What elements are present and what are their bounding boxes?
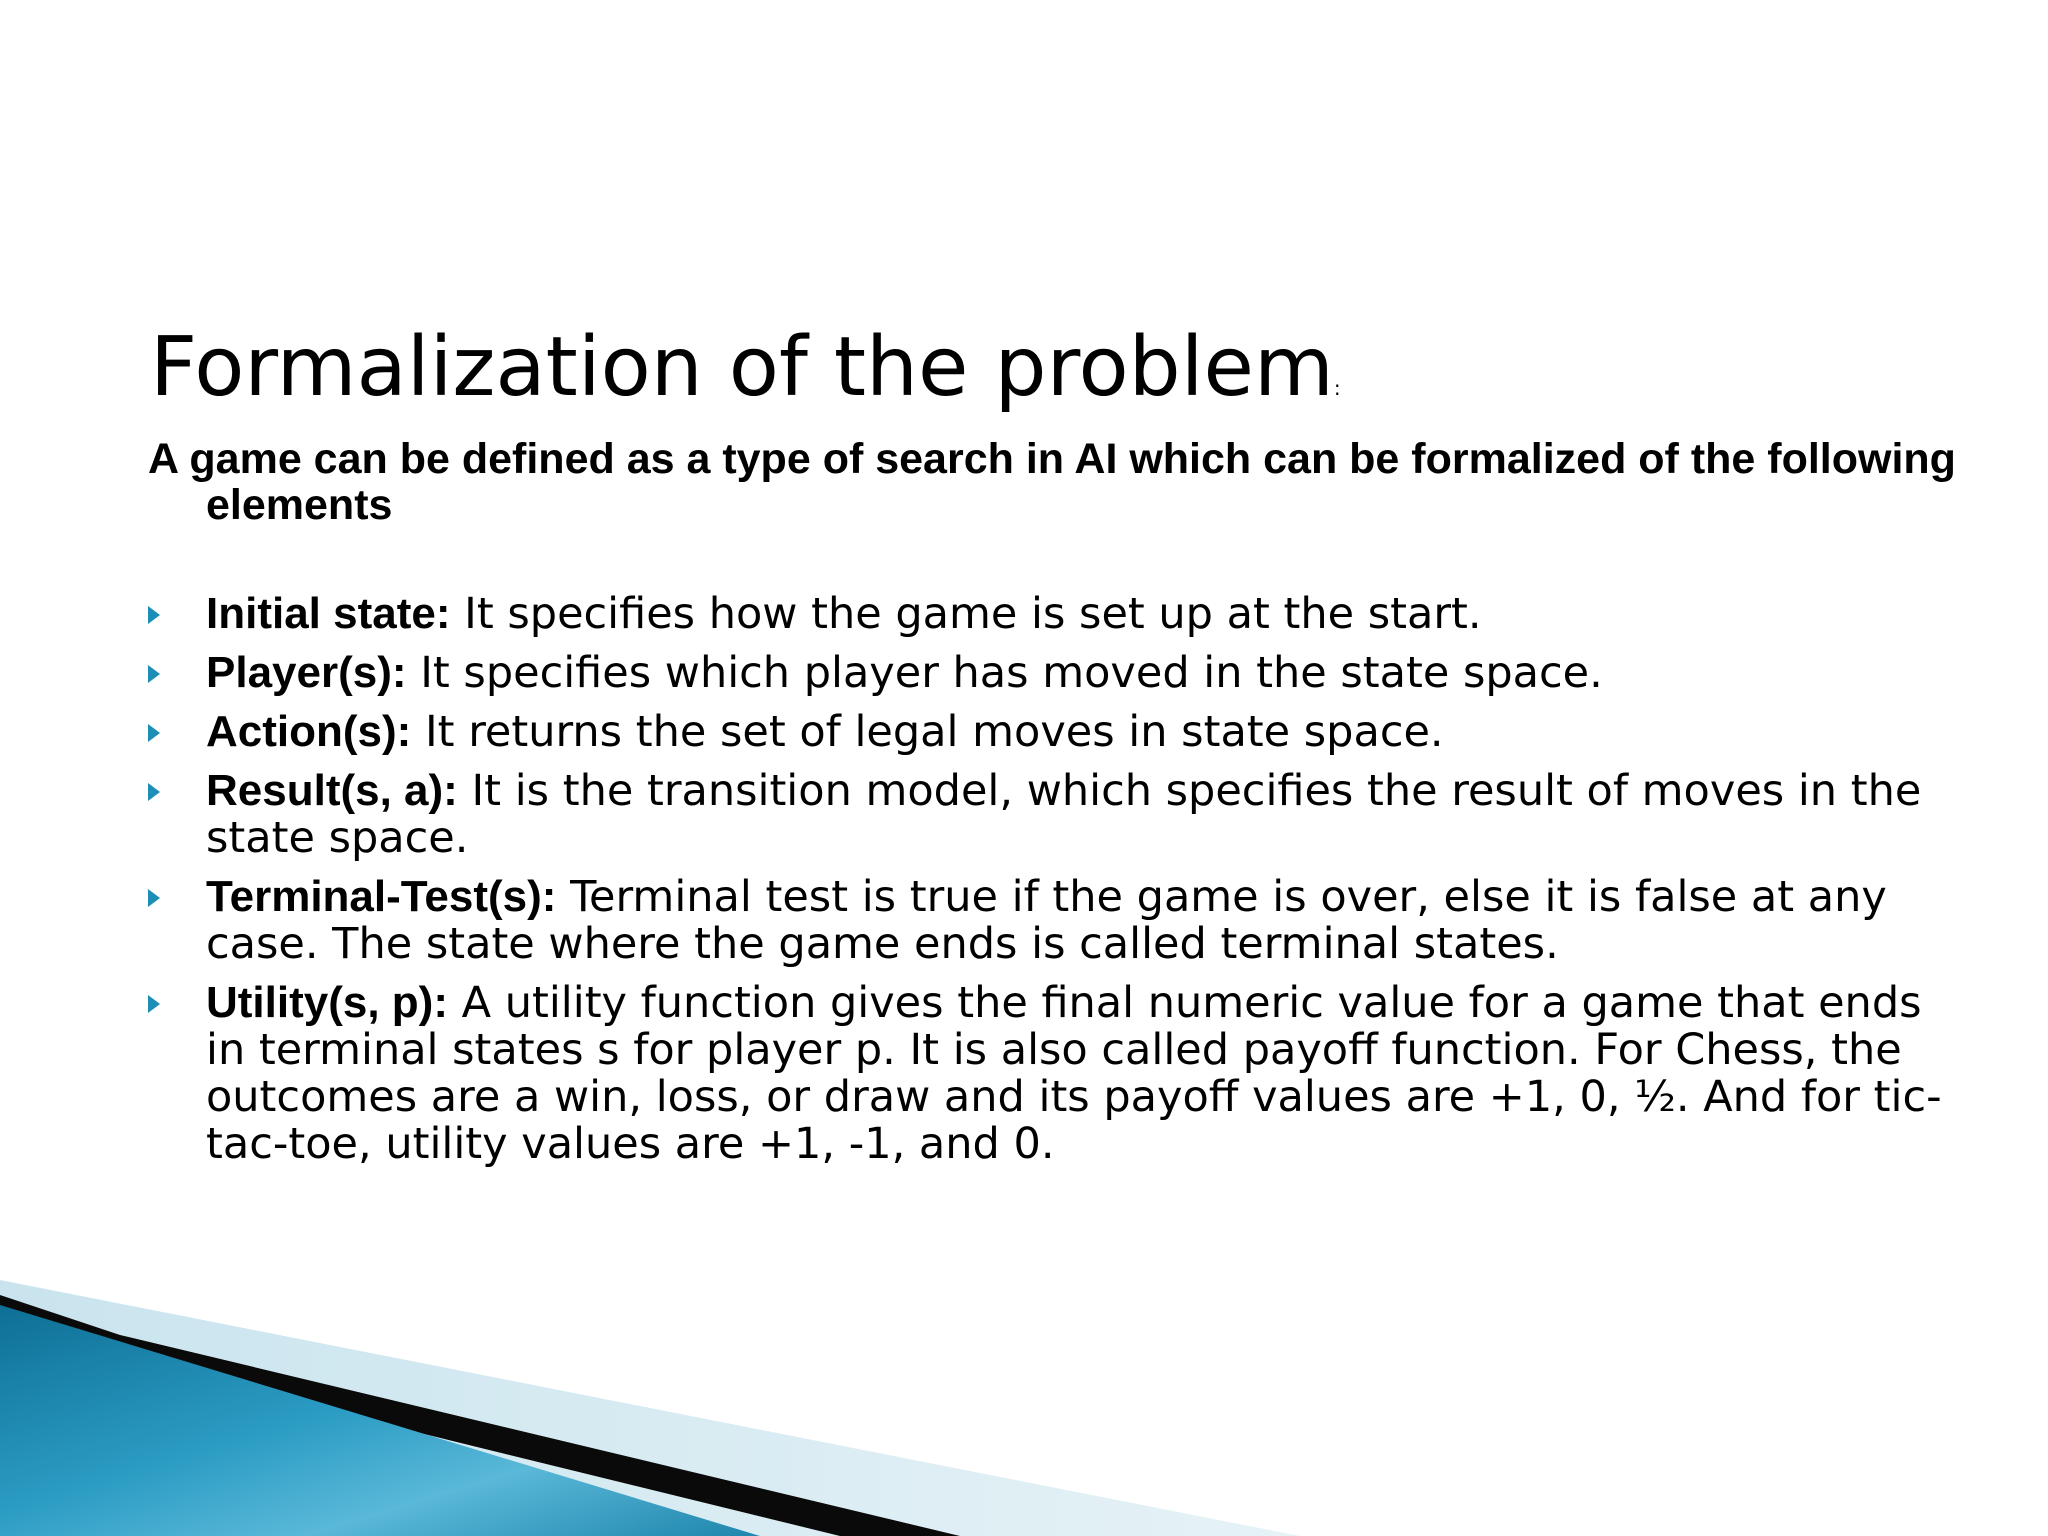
slide-title-colon: : <box>1333 376 1341 400</box>
triangle-right-icon <box>148 783 160 801</box>
list-item <box>148 590 1948 638</box>
list-item <box>148 979 1948 1168</box>
bullet-term: Player(s): <box>206 648 407 697</box>
slide-title-text: Formalization of the problem <box>150 320 1334 415</box>
bullet-text: Terminal test is true if the game is over, else it is false at any case. The state where the game ends is called terminal states. <box>206 872 1887 969</box>
corner-decoration <box>0 1260 1300 1536</box>
intro-text: A game can be defined as a type of search in AI which can be formalized of the following elements <box>148 435 1956 529</box>
bullet-term: Terminal-Test(s): <box>206 872 557 921</box>
bullet-text: It specifies how the game is set up at the start. <box>450 589 1482 639</box>
bullet-term: Action(s): <box>206 707 412 756</box>
triangle-right-icon <box>148 665 160 683</box>
bullet-text: It specifies which player has moved in the state space. <box>406 648 1603 698</box>
bullet-term: Initial state: <box>206 589 451 638</box>
triangle-right-icon <box>148 724 160 742</box>
list-item <box>148 873 1948 968</box>
bullet-list <box>148 590 1948 1179</box>
triangle-right-icon <box>148 606 160 624</box>
list-item <box>148 649 1948 697</box>
bullet-text: It is the transition model, which specifies the result of moves in the state space. <box>206 766 1922 863</box>
list-item <box>148 708 1948 756</box>
bullet-term: Result(s, a): <box>206 766 458 815</box>
bullet-text: It returns the set of legal moves in state space. <box>411 707 1444 757</box>
bullet-term: Utility(s, p): <box>206 978 448 1027</box>
triangle-right-icon <box>148 995 160 1013</box>
slide-title <box>150 318 1341 418</box>
bullet-text: A utility function gives the final numeric value for a game that ends in terminal states s for player p. It is also called payoff function. For Chess, the outcomes are a win, loss, or draw and its payoff values are +1, 0, ½. And for tic-tac-toe, utility values are +1, -1, and 0. <box>206 978 1942 1169</box>
list-item <box>148 767 1948 862</box>
triangle-right-icon <box>148 889 160 907</box>
